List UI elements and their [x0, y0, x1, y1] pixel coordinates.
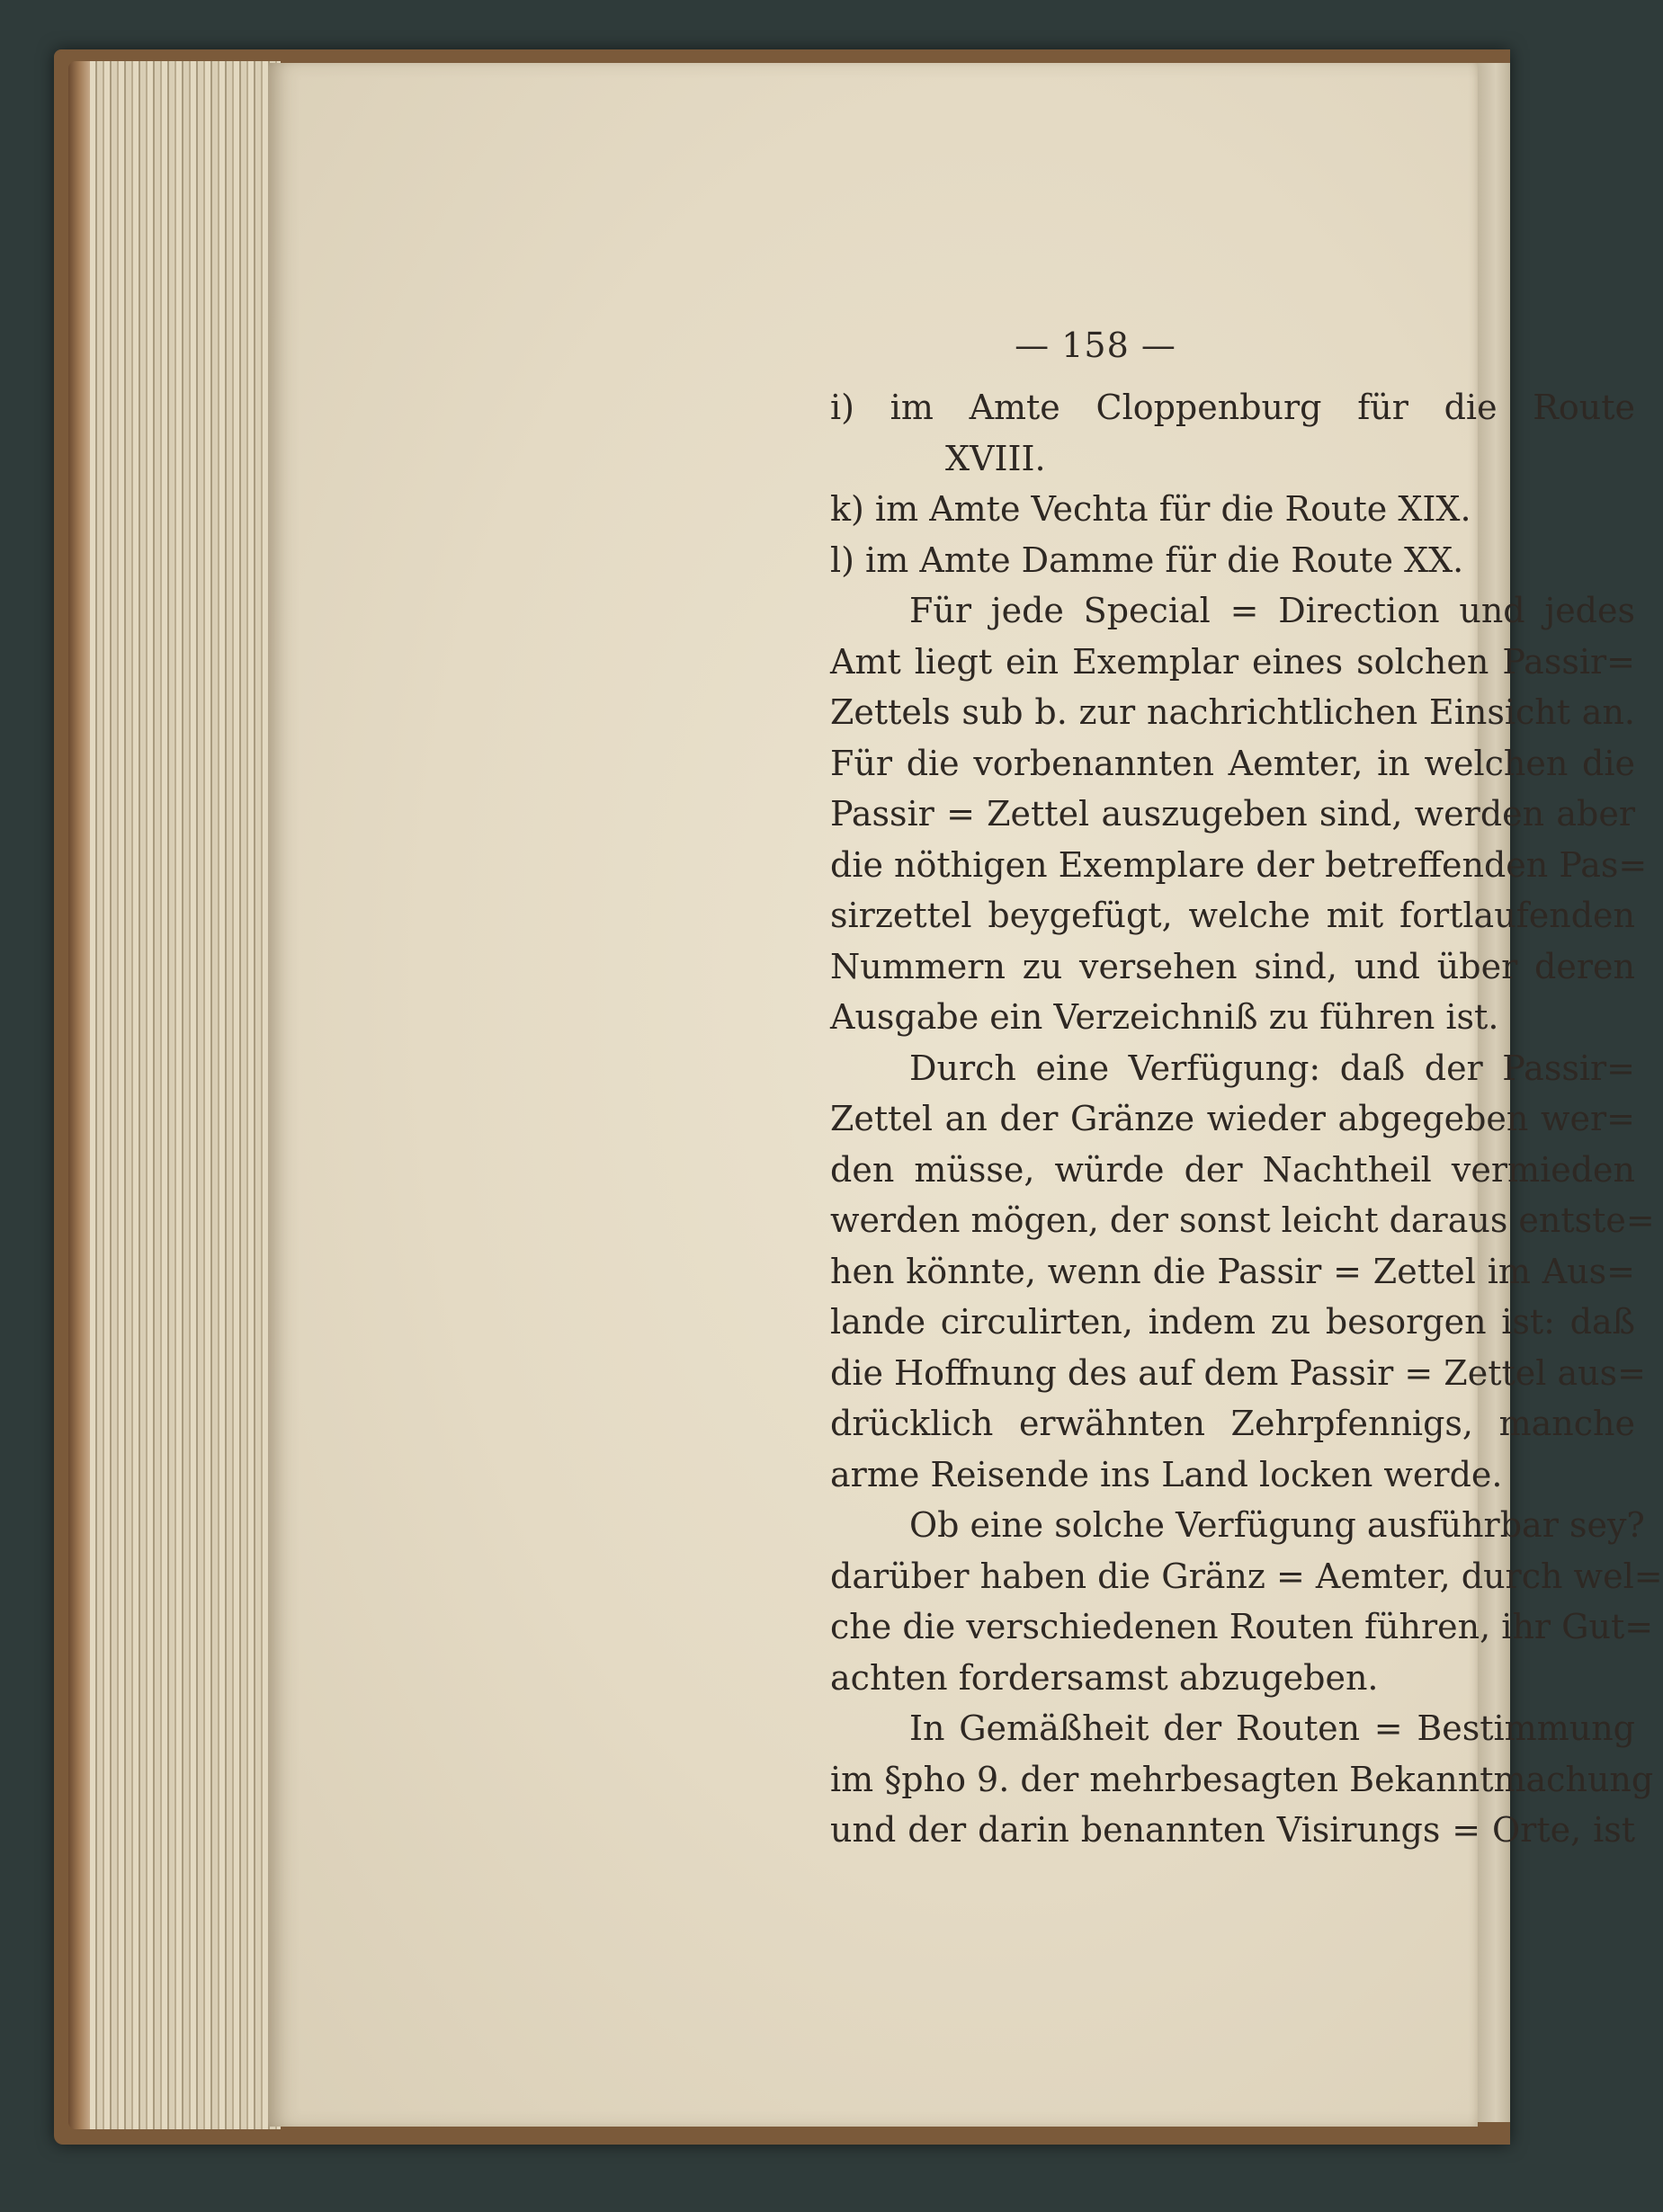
text-line: die nöthigen Exemplare der betreffenden Pas=: [830, 844, 1648, 885]
text-line: XVIII.: [945, 438, 1046, 478]
text-line: k) im Amte Vechta für die Route XIX.: [830, 489, 1471, 529]
book-page: [268, 63, 1663, 2127]
text-line: sirzettel beygefügt, welche mit fortlaufenden: [830, 896, 1635, 935]
page-number: — 158 —: [1015, 326, 1176, 365]
text-line: Ob eine solche Verfügung ausführbar sey?: [909, 1505, 1645, 1545]
text-line: Ausgabe ein Verzeichniß zu führen ist.: [830, 997, 1499, 1037]
text-line: drücklich erwähnten Zehrpfennigs, manche: [830, 1404, 1635, 1443]
text-line: Durch eine Verfügung: daß der Passir=: [909, 1048, 1635, 1088]
text-line: darüber haben die Gränz = Aemter, durch wel=: [830, 1556, 1663, 1596]
text-line: Zettels sub b. zur nachrichtlichen Einsicht an.: [830, 692, 1635, 732]
text-line: den müsse, würde der Nachtheil vermieden: [830, 1149, 1635, 1190]
text-line: und der darin benannten Visirungs = Orte, ist: [830, 1810, 1635, 1850]
text-line: Passir = Zettel auszugeben sind, werden aber: [830, 794, 1635, 834]
text-line: im §pho 9. der mehrbesagten Bekanntmachung: [830, 1759, 1654, 1799]
text-line: l) im Amte Damme für die Route XX.: [830, 540, 1464, 580]
text-line: In Gemäßheit der Routen = Bestimmung: [909, 1708, 1635, 1748]
page-edges: [83, 61, 281, 2129]
text-line: hen könnte, wenn die Passir = Zettel im Aus=: [830, 1251, 1635, 1291]
text-line: arme Reisende ins Land locken werde.: [830, 1454, 1503, 1494]
text-line: che die verschiedenen Routen führen, ihr Gut=: [830, 1607, 1654, 1646]
text-line: Für jede Special = Direction und jedes: [909, 591, 1635, 630]
text-line: Nummern zu versehen sind, und über deren: [830, 946, 1635, 986]
text-line: die Hoffnung des auf dem Passir = Zettel aus=: [830, 1352, 1646, 1393]
text-line: Für die vorbenannten Aemter, in welchen die: [830, 743, 1635, 783]
text-line: Zettel an der Gränze wieder abgegeben wer=: [830, 1099, 1635, 1138]
text-line: Amt liegt ein Exemplar eines solchen Passir=: [830, 641, 1635, 682]
text-line: werden mögen, der sonst leicht daraus entste=: [830, 1200, 1655, 1240]
text-line: achten fordersamst abzugeben.: [830, 1657, 1379, 1698]
text-lines: [830, 382, 1663, 1856]
text-line: lande circulirten, indem zu besorgen ist: daß: [830, 1302, 1635, 1342]
text-line: i) im Amte Cloppenburg für die Route: [830, 388, 1635, 427]
